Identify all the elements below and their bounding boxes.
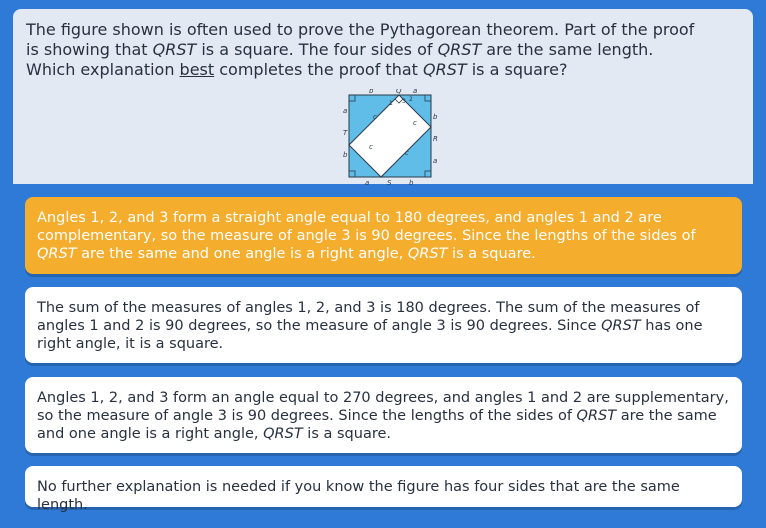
- answer-choice-1[interactable]: [25, 197, 742, 274]
- label-c: c: [405, 149, 409, 157]
- question-panel: [13, 9, 753, 187]
- answer-choice-2[interactable]: [25, 287, 742, 363]
- label-c: c: [373, 113, 377, 121]
- question-text: The figure shown is often used to prove the Pythagorean theorem. Part of the proof is showing that QRST is a square. The four sides of QRST are the same length. Which explanation best completes the proof that QRST is a square?: [26, 20, 695, 79]
- label-b-left: b: [343, 151, 348, 159]
- label-c: c: [413, 119, 417, 127]
- label-angle-3: 3: [402, 98, 406, 105]
- label-a-bottom: a: [365, 179, 370, 187]
- label-a-left: a: [343, 107, 348, 115]
- answer-choice-1-text: Angles 1, 2, and 3 form a straight angle equal to 180 degrees, and angles 1 and 2 are complementary, so the measure of angle 3 is 90 degrees. Since the lengths of the sides of QRST are the same and one angle is a right angle, QRST is a square.: [37, 210, 696, 262]
- answer-choice-3-text: Angles 1, 2, and 3 form an angle equal to 270 degrees, and angles 1 and 2 are supplementary, so the measure of angle 3 is 90 degrees. Since the lengths of the sides of QRST are the same and one angle is a right angle, QRST is a square.: [37, 390, 729, 442]
- label-c: c: [369, 143, 373, 151]
- pythagorean-figure: [343, 89, 443, 189]
- answer-choice-4-text: No further explanation is needed if you know the figure has four sides that are the same length.: [37, 479, 680, 513]
- emphasis-best: best: [179, 60, 215, 79]
- label-angle-2: 2: [409, 96, 413, 103]
- answer-choice-3[interactable]: [25, 377, 742, 453]
- label-a-top: a: [413, 89, 418, 95]
- label-b-right: b: [433, 113, 438, 121]
- answer-choice-4[interactable]: [25, 466, 742, 513]
- answer-choice-2-text: The sum of the measures of angles 1, 2, and 3 is 180 degrees. The sum of the measures of angles 1 and 2 is 90 degrees, so the measure of angle 3 is 90 degrees. Since QRST has one right angle, it is a square.: [37, 300, 703, 352]
- label-s: S: [387, 179, 392, 187]
- label-angle-1: 1: [389, 100, 393, 107]
- label-q: Q: [396, 89, 402, 95]
- label-t: T: [343, 129, 348, 137]
- label-a-right: a: [433, 157, 438, 165]
- label-b-top: b: [369, 89, 374, 95]
- label-r: R: [433, 135, 438, 143]
- label-b-bottom: b: [409, 179, 414, 187]
